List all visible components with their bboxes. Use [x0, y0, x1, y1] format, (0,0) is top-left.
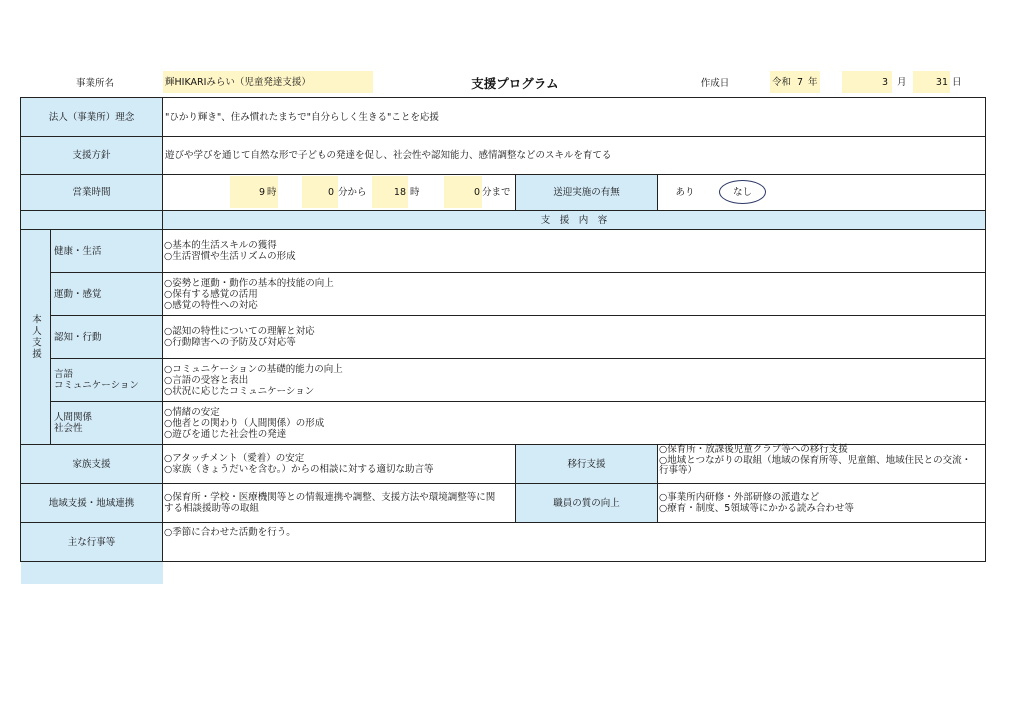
vline-bottom-right	[657, 444, 658, 522]
philosophy-label: 法人（事業所）理念	[48, 111, 135, 123]
health-life-label: 健康・生活	[54, 245, 102, 257]
created-date-label: 作成日	[700, 77, 730, 89]
cognition-label: 認知・行動	[54, 331, 102, 343]
social-line-1: ○情緒の安定	[164, 406, 220, 418]
language-line-1: ○コミュニケーションの基礎的能力の向上	[164, 363, 343, 375]
end-min-value: 0	[473, 187, 480, 198]
motor-sense-label: 運動・感覚	[54, 288, 102, 300]
health-line-1: ○基本的生活スキルの獲得	[164, 240, 277, 251]
transport-yes[interactable]: あり	[675, 187, 695, 198]
month-value[interactable]: 3	[842, 71, 892, 93]
vline-main	[162, 97, 163, 562]
language-label: 言語 コミュニケーション	[54, 369, 139, 391]
social-line-3: ○遊びを通じた社会性の発達	[164, 428, 287, 440]
social-content[interactable]	[164, 402, 984, 444]
transition-line-2: ○地域とつながりの取組（地域の保育所等、児童館、地域住民との交流・	[659, 454, 972, 466]
year-value: 7	[797, 77, 804, 88]
family-line-2: ○家族（きょうだいを含む。）からの相談に対する適切な助言等	[164, 464, 434, 475]
frame-right	[985, 97, 986, 562]
until-unit: 分まで	[482, 187, 511, 198]
staff-line-1: ○事業所内研修・外部研修の派遣など	[659, 492, 820, 503]
motor-line-1: ○姿勢と運動・動作の基本的技能の向上	[164, 277, 334, 289]
era-text: 令和	[772, 77, 792, 88]
motor-line-2: ○保有する感覚の活用	[164, 288, 258, 300]
philosophy-text[interactable]: "ひかり輝き"、住み慣れたまちで"自分らしく生きる"ことを応援	[165, 111, 439, 123]
social-label: 人間関係 社会性	[54, 412, 93, 434]
community-line-1: ○保育所・学校・医療機関等との情報連携や調整、支援方法や環境調整等に関	[164, 492, 496, 503]
transition-line-1: ○保育所・放課後児童クラブ等への移行支援	[659, 444, 848, 455]
transition-support-content[interactable]	[659, 445, 984, 483]
events-label: 主な行事等	[67, 536, 116, 548]
cognition-content[interactable]	[164, 316, 984, 358]
personal-support-label: 本人支援	[30, 314, 41, 360]
staff-quality-content[interactable]	[659, 484, 984, 522]
from-unit: 分から	[338, 187, 367, 198]
language-content[interactable]	[164, 359, 984, 401]
year-unit: 年	[808, 77, 818, 88]
community-support-label: 地域支援・地域連携	[48, 497, 135, 509]
cognition-line-1: ○認知の特性についての理解と対応	[164, 326, 315, 337]
health-life-content[interactable]	[164, 230, 984, 272]
transition-line-3: 行事等）	[659, 465, 698, 476]
family-support-content[interactable]	[164, 445, 514, 483]
end-hour-value: 18	[393, 187, 406, 198]
health-line-2: ○生活習慣や生活リズムの形成	[164, 251, 296, 262]
office-name-value[interactable]: 輝HIKARIみらい（児童発達支援）	[163, 71, 373, 93]
policy-text[interactable]: 遊びや学びを通じて自然な形で子どもの発達を促し、社会性や認知能力、感情調整などのスキルを育てる	[165, 150, 612, 161]
language-line-2: ○言語の受容と表出	[164, 374, 249, 386]
social-line-2: ○他者との関わり（人間関係）の形成	[164, 417, 325, 429]
cognition-line-2: ○行動障害への予防及び対応等	[164, 337, 296, 348]
events-line-1: ○季節に合わせた活動を行う。	[164, 527, 296, 538]
start-hour-value: 9	[258, 187, 265, 198]
community-support-content[interactable]	[164, 484, 514, 522]
frame-bottom	[20, 561, 986, 562]
office-name-label: 事業所名	[75, 77, 114, 89]
support-content-header: 支 援 内 容	[540, 214, 608, 226]
events-content[interactable]	[164, 527, 984, 559]
day-value[interactable]: 31	[913, 71, 950, 93]
vline-transport-right	[657, 174, 658, 210]
vline-personal	[50, 229, 51, 444]
month-unit: 月	[897, 77, 907, 88]
hline-11	[20, 522, 986, 523]
motor-line-3: ○感覚の特性への対応	[164, 299, 258, 311]
staff-line-2: ○療育・制度、5領域等にかかる読み合わせ等	[659, 503, 854, 514]
start-min-value: 0	[327, 187, 334, 198]
hours-label: 営業時間	[72, 187, 111, 198]
family-line-1: ○アタッチメント（愛着）の安定	[164, 453, 305, 464]
staff-quality-label: 職員の質の向上	[553, 497, 620, 509]
day-unit: 日	[952, 77, 962, 88]
motor-sense-content[interactable]	[164, 273, 984, 315]
policy-label: 支援方針	[72, 150, 111, 161]
transport-no-selected[interactable]: なし	[719, 180, 766, 204]
end-hour-unit: 時	[410, 187, 420, 198]
language-line-3: ○状況に応じたコミュニケーション	[164, 385, 315, 397]
transition-support-label: 移行支援	[567, 458, 606, 470]
community-line-2: する相談援助等の取組	[164, 503, 260, 514]
start-hour-unit: 時	[267, 187, 277, 198]
page-title: 支援プログラム	[471, 76, 559, 91]
family-support-label: 家族支援	[72, 458, 111, 470]
transport-label: 送迎実施の有無	[553, 187, 620, 198]
